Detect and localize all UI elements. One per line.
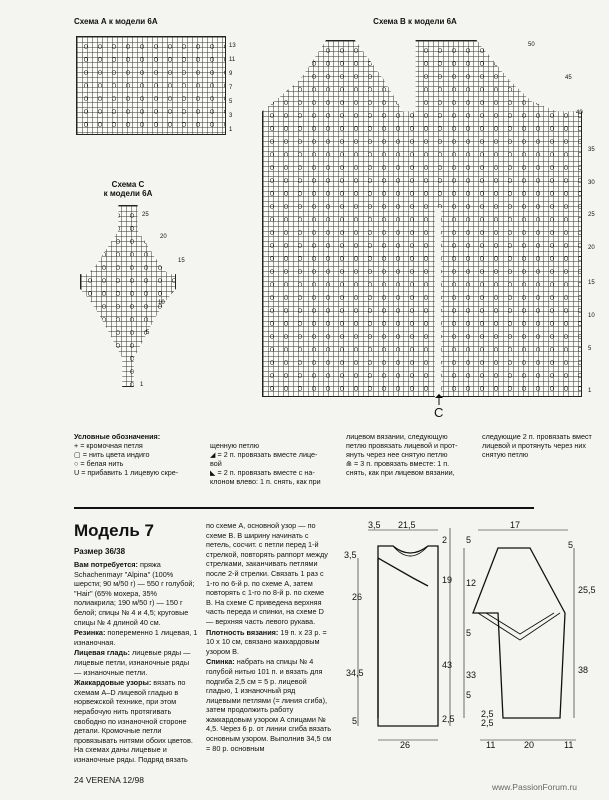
dim-neck: 21,5 [398,520,416,530]
para-text: по схеме А, основной узор — по схеме В. В ширину начинать с петель, сосчит. с петли перед 1-й стрелкой, повторять раппорт между стрелками, заканчивать петлями после 2-й стрелки. Связать 1 раз с 1-го по 6-й р. по схеме А, затем повторять с 1-го по 8-й р. по схеме В. На схеме С приведена верхняя часть переда и спинки, на схеме D — верхняя часть левого рукава. [206,521,328,626]
chart-b-title: Схема В к модели 6А [373,17,457,26]
row-number: 15 [588,280,595,286]
chart-c-title-line2: к модели 6А [103,189,153,198]
dim-sleeve-pat: 5 [466,628,472,638]
paragraph [206,628,332,657]
dim-top-left-2: 3,5 [344,550,357,560]
row-number: 20 [160,234,167,240]
dim-top-left: 3,5 [368,520,381,530]
legend-col-1 [74,432,204,477]
row-number: 45 [565,75,572,81]
body-sleeve-overlay [378,558,428,718]
row-number: 20 [588,245,595,251]
para-heading: Резинка: [74,628,106,638]
row-number: 1 [588,388,592,394]
model-title: Модель 7 [74,521,154,540]
legend-line: лицевом вязании, следующую [346,432,448,441]
legend-line: U = прибавить 1 лицевую скре- [74,468,179,477]
legend-line: следующие 2 п. провязать вмест [482,432,592,441]
dim-arm: 19 [442,575,453,585]
row-number: 40 [576,110,583,116]
dim-sleeve-mid: 33 [466,670,477,680]
dim-bottom-left: 5 [352,716,358,726]
para-heading: Вам потребуется: [74,560,138,569]
dim-sleeve-right: 25,5 [578,585,596,595]
page-footer: 24 VERENA 12/98 [74,775,144,785]
row-number: 1 [140,382,144,388]
legend-line: щенную петлю [210,441,260,450]
row-number: 5 [146,330,150,336]
para-text: вязать по схемам A–D лицевой гладью в норвежской технике, при этом нерабочую нить протягивать свободно по изнаночной стороне детали. Кромочные петли провязывать нитями обоих цветов. На схемах даны лицевые и изнаночные ряды. Подряд вязать [74,678,193,764]
dim-sleeve-h2: 2,5 [481,718,494,728]
dim-sleeve-upper: 12 [466,578,477,588]
dim-sleeve-left-top: 5 [466,535,472,545]
garment-schematics [338,518,608,763]
para-heading: Плотность вязания: [206,627,279,637]
dim-sleeve-b-mid: 20 [524,740,535,750]
row-number: 1 [229,127,233,133]
chart-b-marker: C [434,405,444,420]
legend-line: януть через нее снятую петлю [346,450,448,459]
row-number: 25 [588,212,595,218]
body-collar [393,546,428,556]
dim-sleeve-vtop: 5 [568,540,574,550]
legend-line: ◣ = 2 п. провязать вместе с на- [210,468,315,477]
chart-b-grid [262,40,582,397]
dim-sleeve-right2: 38 [578,665,589,675]
legend-line: ⋒ = 3 п. провязать вместе: 1 п. [346,459,450,468]
legend-line: + = кромочная петля [74,441,143,450]
para-text: 19 п. х 23 р. = 10 х 10 см, связано жаккардовым узором В. [206,627,327,656]
row-number: 10 [158,300,165,306]
chart-c-grid [80,205,176,387]
para-text: лицевые ряды — лицевые петли, изнаночные ряды — изнаночные петли. [74,648,191,677]
dim-armhole: 26 [352,592,363,602]
legend-line: ▢ = нить цвета индиго [74,450,150,459]
legend-line: клоном влево: 1 п. снять, как при [210,477,321,486]
dim-body-width: 26 [400,740,411,750]
row-number: 5 [229,99,233,105]
row-number: 7 [229,85,233,91]
row-number: 35 [588,147,595,153]
row-number: 11 [229,57,236,63]
paragraph [206,657,332,753]
legend-line: ○ = белая нить [74,459,124,468]
paragraph [74,648,198,677]
dim-total: 43 [442,660,453,670]
dim-sleeve-cuff: 5 [466,690,472,700]
legend-col-4 [482,432,607,459]
row-number: 9 [229,71,233,77]
row-number: 5 [588,346,592,352]
model-size: Размер 36/38 [74,547,126,556]
legend-line: ◢ = 2 п. провязать вместе лице- [210,450,318,459]
legend-line: вой [210,459,222,468]
text-col-1 [74,560,198,764]
para-text: пряжа Schachenmayr "Alpina" (100% шерсти; 90 м/50 г) — 550 г голубой; "Hair" (65% мохера, 35% полиакрила; 190 м/50 г) — 150 г белой; спицы № 4 и 4,5; круговые спицы № 4 длиной 40 см. [74,560,195,627]
row-number: 30 [588,180,595,186]
legend-line: петлю провязать лицевой и прот- [346,441,458,450]
chart-c-title [88,180,168,198]
legend-heading: Условные обозначения: [74,432,161,441]
dim-hem: 2,5 [442,714,455,724]
dim-sleeve-h1: 2,5 [481,709,494,719]
para-heading: Жаккардовые узоры: [74,678,152,688]
body-outline [378,546,438,726]
legend-col-3 [346,432,476,477]
chart-a-grid [76,36,226,135]
watermark: www.PassionForum.ru [492,782,578,792]
para-text: набрать на спицы № 4 голубой нитью 101 п. и вязать для подгиба 2,5 см = 5 р. лицевой гладью, 1 изнаночный ряд лицевыми петлями (= линия сгиба), затем продолжить работу жаккардовым узором А спицами № 4,5. Через 6 р. от линии сгиба вязать основным узором. Выполнив 34,5 см = 80 р. основным [206,657,332,753]
dim-sleeve-top: 17 [510,520,521,530]
dim-sleeve-b-left: 11 [486,740,496,750]
row-number: 50 [528,42,535,48]
chart-a-title: Схема А к модели 6А [74,17,158,26]
dim-sleeve-b-right: 11 [564,740,574,750]
row-number: 3 [229,113,233,119]
text-col-2 [206,521,332,753]
para-heading: Лицевая гладь: [74,648,130,658]
paragraph [74,678,198,764]
dim-side: 34,5 [346,668,364,678]
row-number: 13 [229,43,236,49]
dim-neck-drop: 2 [442,535,448,545]
paragraph [74,628,198,647]
legend-col-2 [210,441,340,486]
paragraph [206,521,332,627]
row-number: 10 [588,313,595,319]
section-divider [74,507,534,509]
row-number: 15 [178,258,185,264]
legend-line: снятую петлю [482,450,529,459]
row-number: 25 [142,212,149,218]
legend-line: лицевой и протянуть через них [482,441,586,450]
paragraph [74,560,198,627]
para-heading: Спинка: [206,657,235,667]
legend-line: снять, как при лицевом вязании, [346,468,455,477]
para-text: попеременно 1 лицевая, 1 изнаночная. [74,628,198,647]
chart-c-title-line1: Схема С [111,180,145,189]
